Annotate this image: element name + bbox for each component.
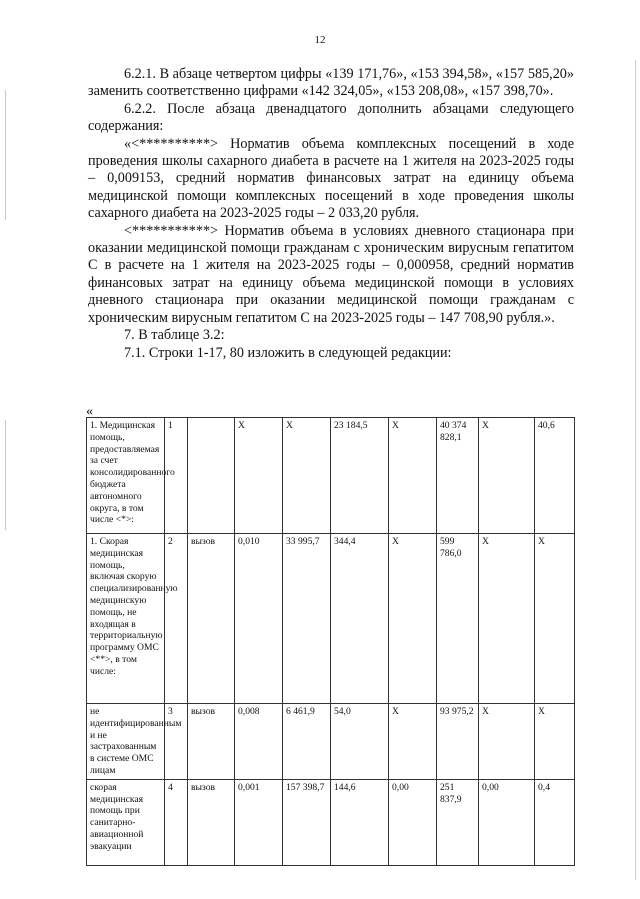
scan-edge-mark (635, 60, 636, 880)
table-cell: вызов (188, 704, 235, 780)
table-cell: 33 995,7 (283, 534, 331, 704)
page-number: 12 (314, 34, 326, 46)
paragraph-6-2-2: 6.2.2. После абзаца двенадцатого дополнить абзацами следующего содержания: (88, 100, 574, 135)
table-cell: 4 (165, 779, 188, 865)
document-body (88, 66, 574, 362)
table-cell-label: 1. Скорая медицинская помощь, включая скорую специализированную медицинскую помощь, не входящая в территориальную программу ОМС <**>, в том числе: (87, 534, 165, 704)
table-cell: 0,008 (235, 704, 283, 780)
table-cell: 40,6 (535, 418, 575, 534)
scan-edge-mark (5, 90, 6, 220)
table-cell: 23 184,5 (331, 418, 389, 534)
table-cell: X (235, 418, 283, 534)
table-cell (188, 418, 235, 534)
table-cell: 2 (165, 534, 188, 704)
table-row (87, 704, 575, 780)
table-cell: вызов (188, 779, 235, 865)
table-cell: X (389, 704, 437, 780)
table-cell: X (535, 704, 575, 780)
quote-open-mark: « (86, 404, 93, 419)
table-3-2 (86, 417, 575, 866)
table-cell: 0,00 (389, 779, 437, 865)
paragraph-school-diabetes-norm: «<**********> Норматив объема комплексных посещений в ходе проведения школы сахарного диабета в расчете на 1 жителя на 2023-2025 годы – 0,009153, средний норматив финансовых затрат на единицу объема медицинской помощи комплексных посещений в ходе проведения школы сахарного диабета на 2023-2025 годы – 2 033,20 рубля. (88, 135, 574, 222)
table-cell: 344,4 (331, 534, 389, 704)
table-cell: 599 786,0 (437, 534, 479, 704)
table-cell: X (479, 704, 535, 780)
table-row (87, 418, 575, 534)
table-cell: 144,6 (331, 779, 389, 865)
scan-edge-mark (5, 420, 6, 530)
table-cell: 0,001 (235, 779, 283, 865)
table-cell: 93 975,2 (437, 704, 479, 780)
table-cell: 251 837,9 (437, 779, 479, 865)
table-cell-label: скорая медицинская помощь при санитарно-авиационной эвакуации (87, 779, 165, 865)
table-cell-label: не идентифицированным и не застрахованным в системе ОМС лицам (87, 704, 165, 780)
table-row (87, 779, 575, 865)
paragraph-7-1: 7.1. Строки 1-17, 80 изложить в следующей редакции: (124, 344, 452, 361)
table-cell: 1 (165, 418, 188, 534)
table-cell: X (389, 534, 437, 704)
table-cell: 40 374 828,1 (437, 418, 479, 534)
table-cell-label: 1. Медицинская помощь, предоставляемая за счет консолидированного бюджета автономного округа, в том числе <*>: (87, 418, 165, 534)
table-cell: X (283, 418, 331, 534)
table-cell: 6 461,9 (283, 704, 331, 780)
paragraph-7: 7. В таблице 3.2: (124, 327, 225, 344)
table-cell: 0,00 (479, 779, 535, 865)
table-cell: X (389, 418, 437, 534)
table-cell: 3 (165, 704, 188, 780)
paragraph-6-2-1: 6.2.1. В абзаце четвертом цифры «139 171,76», «153 394,58», «157 585,20» заменить соответственно цифрами «142 324,05», «153 208,08», «157 398,70». (88, 66, 574, 100)
table-cell: X (479, 418, 535, 534)
table-cell: 54,0 (331, 704, 389, 780)
table-row (87, 534, 575, 704)
table-cell: вызов (188, 534, 235, 704)
table-cell: 0,010 (235, 534, 283, 704)
table-cell: 0,4 (535, 779, 575, 865)
table-cell: X (535, 534, 575, 704)
table-cell: 157 398,7 (283, 779, 331, 865)
paragraph-hepatitis-c-norm: <***********> Норматив объема в условиях дневного стационара при оказании медицинской помощи гражданам с хроническим вирусным гепатитом С в расчете на 1 жителя на 2023-2025 годы – 0,000958, средний норматив финансовых затрат на единицу объема медицинской помощи в условиях дневного стационара при оказании медицинской помощи гражданам с хроническим вирусным гепатитом С на 2023-2025 годы – 147 708,90 рубля.». (88, 222, 574, 326)
table-cell: X (479, 534, 535, 704)
